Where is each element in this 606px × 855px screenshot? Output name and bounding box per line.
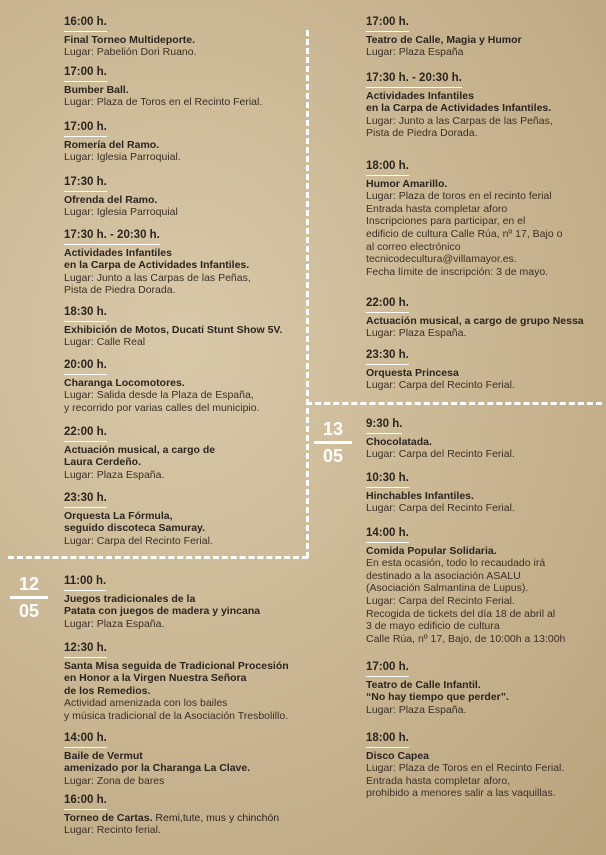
event-entry (64, 229, 251, 297)
event-detail: y música tradicional de la Asociación Tresbolillo. (64, 709, 289, 722)
event-title: Santa Misa seguida de Tradicional Procesión (64, 659, 289, 672)
event-detail: Entrada hasta completar aforo (366, 202, 508, 215)
event-detail: Lugar: Pabelión Dori Ruano. (64, 46, 197, 59)
event-time: 18:00 h. (366, 732, 409, 748)
event-title: Bumber Ball. (64, 83, 129, 96)
event-entry (64, 121, 181, 164)
event-title: Comida Popular Solidaria. (366, 544, 497, 557)
event-entry (64, 66, 262, 109)
event-title: Exhibición de Motos, Ducati Stunt Show 5V. (64, 323, 283, 336)
event-entry (366, 732, 564, 800)
event-title: de los Remedios. (64, 684, 151, 697)
event-title: Ofrenda del Ramo. (64, 193, 158, 206)
event-detail: y recorrido por varias calles del municipio. (64, 401, 260, 414)
event-detail: Lugar: Plaza España. (366, 703, 467, 716)
event-detail: Lugar: Carpa del Recinto Ferial. (366, 448, 515, 461)
event-detail: Recogida de tickets del día 18 de abril al (366, 607, 556, 620)
event-detail: Inscripciones para participar, en el (366, 215, 526, 228)
event-title: Actividades Infantiles (366, 89, 474, 102)
event-title: Teatro de Calle, Magia y Humor (366, 33, 522, 46)
event-time: 18:30 h. (64, 306, 107, 322)
event-detail: Lugar: Plaza España. (64, 468, 165, 481)
event-entry (366, 527, 565, 645)
event-title: Torneo de Cartas. Remi,tute, mus y chinchón (64, 811, 280, 824)
date-month: 05 (18, 601, 40, 621)
vertical-divider (306, 30, 309, 558)
event-title: seguido discoteca Samuray. (64, 522, 206, 535)
event-time: 17:00 h. (366, 16, 409, 32)
date-badge-13 (314, 419, 352, 466)
event-time: 20:00 h. (64, 359, 107, 375)
date-badge-12 (10, 574, 48, 621)
event-detail: Actividad amenizada con los bailes (64, 697, 228, 710)
event-entry (366, 297, 584, 340)
event-entry (366, 16, 522, 59)
event-time: 17:00 h. (64, 121, 107, 137)
event-detail: Lugar: Calle Real (64, 336, 146, 349)
event-entry (64, 492, 213, 547)
event-title: Chocolatada. (366, 435, 432, 448)
event-detail: Lugar: Salida desde la Plaza de España, (64, 389, 254, 402)
date-month: 05 (322, 446, 344, 466)
event-time: 17:30 h. (64, 176, 107, 192)
event-title: Baile de Vermut (64, 749, 143, 762)
event-title: Teatro de Calle Infantil. (366, 678, 481, 691)
event-time: 23:30 h. (366, 349, 409, 365)
event-detail: 3 de mayo edificio de cultura (366, 620, 500, 633)
event-title: Patata con juegos de madera y yincana (64, 605, 261, 618)
event-title: Orquesta La Fórmula, (64, 509, 173, 522)
event-time: 16:00 h. (64, 16, 107, 32)
event-title: Hinchables Infantiles. (366, 489, 474, 502)
event-title: Orquesta Princesa (366, 366, 459, 379)
event-time: 22:00 h. (64, 426, 107, 442)
event-time: 17:30 h. - 20:30 h. (64, 229, 160, 245)
event-entry (366, 349, 515, 392)
event-title: en Honor a la Virgen Nuestra Señora (64, 672, 247, 685)
event-time: 14:00 h. (366, 527, 409, 543)
event-detail: Lugar: Iglesia Parroquial (64, 206, 178, 219)
event-time: 18:00 h. (366, 160, 409, 176)
event-title: Final Torneo Multideporte. (64, 33, 196, 46)
event-detail: Pista de Piedra Dorada. (64, 284, 176, 297)
event-title: amenizado por la Charanga La Clave. (64, 762, 251, 775)
event-detail: Lugar: Carpa del Recinto Ferial. (64, 534, 213, 547)
date-bar (10, 596, 48, 599)
event-title: Laura Cerdeño. (64, 456, 142, 469)
event-detail: destinado a la asociación ASALU (366, 569, 521, 582)
horizontal-divider-left (8, 556, 308, 559)
event-detail: Lugar: Zona de bares (64, 774, 165, 787)
event-title: Disco Capea (366, 749, 430, 762)
event-detail: Lugar: Plaza España (366, 46, 464, 59)
event-detail: Lugar: Plaza de Toros en el Recinto Ferial. (366, 762, 565, 775)
event-entry (366, 72, 553, 140)
event-time: 10:30 h. (366, 472, 409, 488)
event-title: Actividades Infantiles (64, 246, 172, 259)
event-entry (64, 732, 250, 787)
event-entry (64, 794, 279, 837)
date-bar (314, 441, 352, 444)
event-title-extra: Remi,tute, mus y chinchón (152, 811, 280, 824)
event-time: 23:30 h. (64, 492, 107, 508)
event-detail: Lugar: Carpa del Recinto Ferial. (366, 379, 515, 392)
event-detail: Lugar: Junto a las Carpas de las Peñas, (64, 271, 251, 284)
event-title: Actuación musical, a cargo de (64, 443, 216, 456)
event-time: 12:30 h. (64, 642, 107, 658)
event-title: en la Carpa de Actividades Infantiles. (64, 259, 250, 272)
event-time: 17:00 h. (366, 661, 409, 677)
horizontal-divider-right (306, 402, 602, 405)
event-detail: Fecha límite de inscripción: 3 de mayo. (366, 265, 549, 278)
event-entry (64, 642, 289, 723)
event-entry (366, 160, 562, 278)
event-detail: Lugar: Plaza de Toros en el Recinto Ferial. (64, 96, 263, 109)
event-time: 16:00 h. (64, 794, 107, 810)
event-entry (64, 575, 260, 630)
date-day: 12 (18, 574, 40, 594)
event-detail: Lugar: Carpa del Recinto Ferial. (366, 594, 515, 607)
date-day: 13 (322, 419, 344, 439)
event-detail: edificio de cultura Calle Rúa, nº 17, Bajo o (366, 227, 563, 240)
event-detail: Lugar: Junto a las Carpas de las Peñas, (366, 114, 553, 127)
event-title: en la Carpa de Actividades Infantiles. (366, 102, 552, 115)
event-detail: Lugar: Plaza de toros en el recinto ferial (366, 190, 552, 203)
event-detail: Lugar: Carpa del Recinto Ferial. (366, 502, 515, 515)
event-detail: Pista de Piedra Dorada. (366, 127, 478, 140)
event-entry (64, 16, 197, 59)
event-detail: Lugar: Iglesia Parroquial. (64, 151, 181, 164)
event-title: Humor Amarillo. (366, 177, 448, 190)
event-entry (366, 418, 515, 461)
event-entry (64, 306, 282, 349)
event-title: Romería del Ramo. (64, 138, 160, 151)
event-time: 9:30 h. (366, 418, 402, 434)
event-title: “No hay tiempo que perder”. (366, 691, 509, 704)
event-detail: (Asociación Salmantina de Lupus). (366, 582, 529, 595)
event-detail: Calle Rúa, nº 17, Bajo, de 10:00h a 13:00h (366, 632, 566, 645)
event-time: 14:00 h. (64, 732, 107, 748)
event-detail: Lugar: Plaza España. (366, 327, 467, 340)
event-time: 17:30 h. - 20:30 h. (366, 72, 462, 88)
event-title: Juegos tradicionales de la (64, 592, 196, 605)
event-time: 22:00 h. (366, 297, 409, 313)
event-entry (64, 176, 178, 219)
event-entry (366, 661, 509, 716)
event-detail: Lugar: Recinto ferial. (64, 824, 161, 837)
event-time: 17:00 h. (64, 66, 107, 82)
event-entry (64, 359, 260, 414)
event-title: Charanga Locomotores. (64, 376, 185, 389)
event-detail: tecnicodecultura@villamayor.es. (366, 253, 517, 266)
event-detail: En esta ocasión, todo lo recaudado irá (366, 557, 546, 570)
event-entry (366, 472, 515, 515)
event-title: Actuación musical, a cargo de grupo Nessa (366, 314, 584, 327)
event-detail: Lugar: Plaza España. (64, 617, 165, 630)
event-detail: prohibido a menores salir a las vaquillas. (366, 787, 556, 800)
event-detail: Entrada hasta completar aforo, (366, 774, 511, 787)
event-detail: al correo electrónico (366, 240, 461, 253)
event-entry (64, 426, 215, 481)
event-time: 11:00 h. (64, 575, 106, 591)
